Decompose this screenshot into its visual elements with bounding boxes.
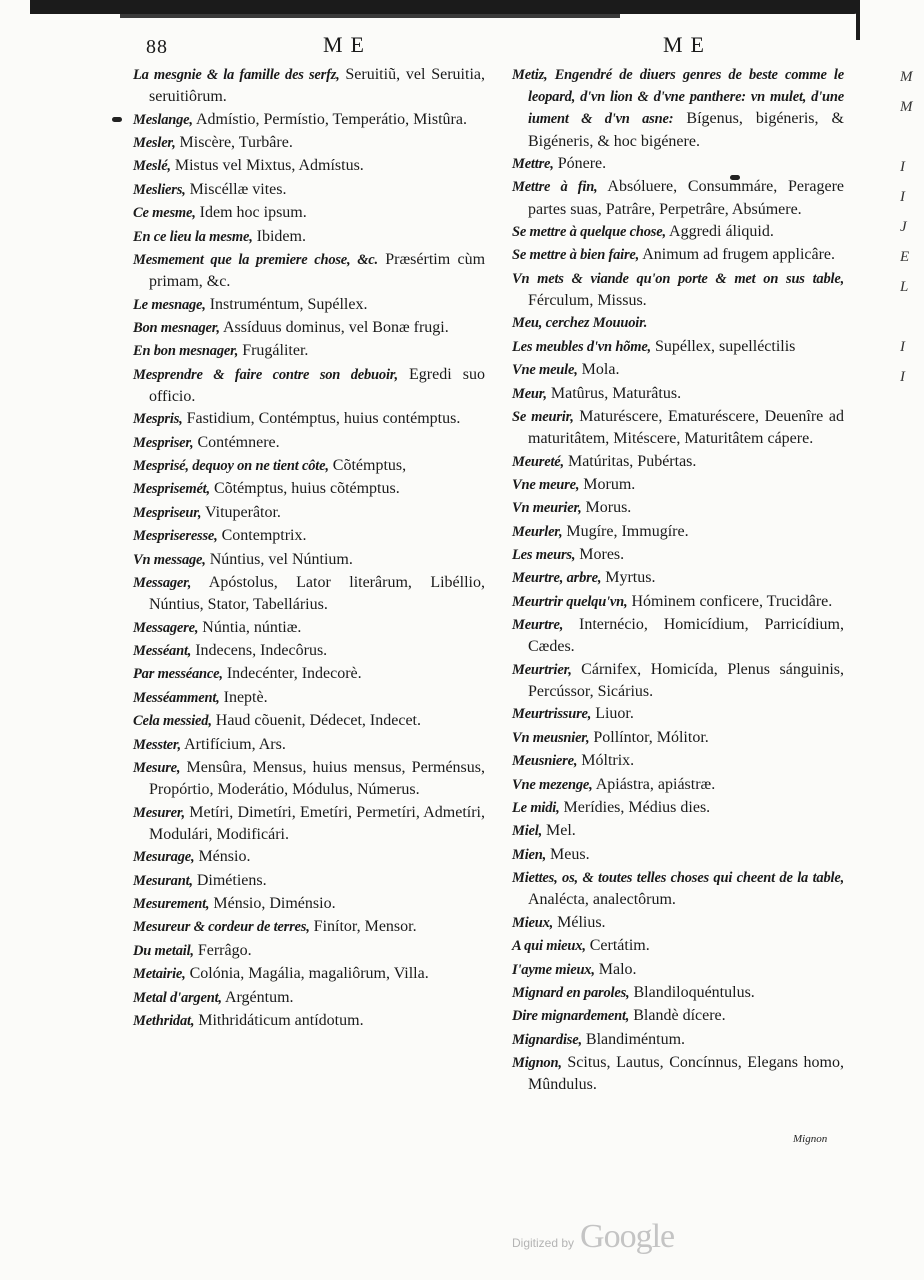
entry-latin: Cõtémptus, huius cõtémptus. xyxy=(209,480,400,498)
entry-headword: Mien, xyxy=(512,846,547,863)
entry-headword: Vn mets & viande qu'on porte & met on sus table, xyxy=(512,270,844,287)
entry-headword: Messéant, xyxy=(133,643,192,660)
entry-headword: Meslé, xyxy=(133,158,171,175)
dictionary-entry xyxy=(512,982,844,1004)
entry-headword: Meu, cerchez Mouuoir. xyxy=(512,315,648,332)
dictionary-entry xyxy=(133,478,485,500)
entry-headword: Meurler, xyxy=(512,523,563,540)
dictionary-entry xyxy=(133,846,485,868)
edge-fragment xyxy=(900,122,924,152)
dictionary-column-right xyxy=(512,64,844,1097)
entry-latin: Merídies, Médius dies. xyxy=(559,799,711,816)
entry-latin: Miscéllæ vites. xyxy=(185,180,287,198)
digitized-label: Digitized by xyxy=(512,1236,575,1250)
entry-latin: Artifícium, Ars. xyxy=(180,735,286,753)
dictionary-entry xyxy=(512,544,844,566)
entry-latin: Núntia, núntiæ. xyxy=(198,618,302,636)
entry-headword: Mespriseur, xyxy=(133,504,202,521)
entry-latin: Blandiloquéntulus. xyxy=(629,983,755,1001)
entry-latin: Absóluere, Consummáre, Peragere partes suas, Patrâre, Perpetrâre, Absúmere. xyxy=(528,178,844,218)
entry-latin: Pollíntor, Mólitor. xyxy=(589,728,709,746)
dictionary-entry xyxy=(133,502,485,524)
dictionary-entry xyxy=(133,963,485,985)
dictionary-entry xyxy=(512,1029,844,1051)
entry-headword: Meslange, xyxy=(133,111,193,128)
dictionary-entry xyxy=(512,867,844,910)
entry-latin: Ménsio, Diménsio. xyxy=(209,894,336,912)
dictionary-entry xyxy=(133,893,485,915)
entry-latin: Núntius, vel Núntium. xyxy=(205,550,353,568)
dictionary-entry xyxy=(133,455,485,477)
dictionary-entry xyxy=(512,474,844,496)
dictionary-entry xyxy=(133,870,485,892)
entry-latin: Matúritas, Pubértas. xyxy=(563,452,697,470)
dictionary-entry xyxy=(133,432,485,454)
entry-headword: Mignard en paroles, xyxy=(512,984,630,1001)
entry-latin: Fastidium, Contémptus, huius contémptus. xyxy=(182,410,461,428)
entry-latin: Analécta, analectôrum. xyxy=(528,891,676,909)
edge-fragment: E xyxy=(900,249,910,265)
entry-headword: Mesprisé, dequoy on ne tient côte, xyxy=(133,458,329,475)
dictionary-entry xyxy=(133,179,485,201)
entry-headword: Mespriser, xyxy=(133,434,194,451)
entry-latin: Liuor. xyxy=(591,705,634,723)
dictionary-entry xyxy=(512,312,844,334)
entry-headword: Mettre à fin, xyxy=(512,179,598,196)
entry-latin: Egredi suo officio. xyxy=(149,365,485,405)
entry-latin: Indecénter, Indecorè. xyxy=(222,665,362,683)
entry-headword: Par messéance, xyxy=(133,666,223,683)
dictionary-entry xyxy=(133,364,485,407)
entry-headword: Dire mignardement, xyxy=(512,1008,630,1025)
entry-headword: Les meubles d'vn hõme, xyxy=(512,338,651,355)
edge-fragment: J xyxy=(900,219,907,235)
dictionary-entry xyxy=(512,451,844,473)
dictionary-entry xyxy=(512,614,844,657)
entry-latin: Apóstolus, Lator literârum, Libéllio, Núntius, Stator, Tabellárius. xyxy=(149,574,485,614)
entry-latin: Pónere. xyxy=(553,155,607,172)
entry-headword: Bon mesnager, xyxy=(133,319,220,336)
dictionary-entry xyxy=(133,340,485,362)
ink-mark xyxy=(112,117,122,122)
entry-latin: Móltrix. xyxy=(577,752,635,770)
entry-headword: Mesler, xyxy=(133,134,176,151)
dictionary-entry xyxy=(133,64,485,107)
edge-fragment: L xyxy=(900,279,909,295)
dictionary-entry xyxy=(512,750,844,772)
entry-headword: Meurtrier, xyxy=(512,661,572,678)
entry-latin: Admístio, Permístio, Temperátio, Mistûra. xyxy=(192,110,467,128)
entry-latin: Colónia, Magália, magaliôrum, Villa. xyxy=(185,965,429,983)
entry-latin: Mensûra, Mensus, huius mensus, Perménsus, Propórtio, Moderátio, Módulus, Númerus. xyxy=(149,758,485,799)
entry-headword: Mespris, xyxy=(133,411,183,428)
entry-latin: Ferrâgo. xyxy=(193,941,252,959)
dictionary-entry xyxy=(512,268,844,311)
dictionary-entry xyxy=(133,317,485,339)
entry-headword: Messagere, xyxy=(133,619,199,636)
entry-headword: Meurtre, arbre, xyxy=(512,570,602,587)
entry-headword: Vne meule, xyxy=(512,362,578,379)
entry-latin: Contémnere. xyxy=(193,433,280,451)
entry-headword: Mieux, xyxy=(512,914,554,931)
entry-latin: Mola. xyxy=(577,361,620,379)
dictionary-entry xyxy=(133,640,485,662)
entry-headword: Du metail, xyxy=(133,942,194,959)
scan-fold-line xyxy=(856,0,860,40)
entry-latin: Præsértim cùm primam, &c. xyxy=(149,250,486,291)
dictionary-entry xyxy=(133,802,485,845)
dictionary-entry xyxy=(512,591,844,613)
entry-latin: Vituperâtor. xyxy=(201,503,281,521)
entry-latin: Mores. xyxy=(575,546,625,564)
edge-fragment: I xyxy=(900,159,905,175)
running-head-right: ME xyxy=(663,32,712,57)
entry-headword: Messéamment, xyxy=(133,689,220,706)
entry-latin: Ménsio. xyxy=(194,848,251,866)
entry-headword: Se mettre à bien faire, xyxy=(512,247,640,264)
entry-headword: Mignardise, xyxy=(512,1031,582,1048)
dictionary-entry xyxy=(133,132,485,154)
entry-headword: Meureté, xyxy=(512,453,564,470)
entry-headword: Mesprisemét, xyxy=(133,481,210,498)
entry-headword: Vne meure, xyxy=(512,476,580,493)
dictionary-entry xyxy=(512,935,844,957)
entry-latin: Blandiméntum. xyxy=(581,1030,686,1048)
entry-headword: En ce lieu la mesme, xyxy=(133,228,253,245)
entry-headword: Methridat, xyxy=(133,1012,195,1029)
entry-headword: Mesprendre & faire contre son debuoir, xyxy=(133,366,398,383)
entry-latin: Cárnifex, Homicída, Plenus sánguinis, Percússor, Sicárius. xyxy=(528,660,844,701)
entry-latin: Morum. xyxy=(579,475,636,493)
entry-latin: Scitus, Lautus, Concínnus, Elegans homo, Mûndulus. xyxy=(528,1054,844,1094)
entry-headword: Les meurs, xyxy=(512,547,576,564)
entry-headword: Mesmement que la premiere chose, &c. xyxy=(133,251,378,268)
running-head-left: ME xyxy=(323,32,372,57)
dictionary-entry xyxy=(512,497,844,519)
entry-latin: Meus. xyxy=(546,845,590,863)
dictionary-entry xyxy=(133,549,485,571)
entry-headword: Messter, xyxy=(133,736,181,753)
entry-headword: Mesureur & cordeur de terres, xyxy=(133,919,310,936)
entry-latin: Contemptrix. xyxy=(217,527,307,545)
entry-latin: Maturéscere, Ematuréscere, Deuenîre ad maturitâtem, Mitéscere, Maturitâtem cápere. xyxy=(528,407,844,448)
entry-headword: Mesliers, xyxy=(133,181,186,198)
dictionary-entry xyxy=(512,959,844,981)
entry-headword: Le midi, xyxy=(512,800,560,816)
dictionary-entry xyxy=(133,572,485,615)
entry-headword: Mesure, xyxy=(133,759,181,776)
dictionary-entry xyxy=(512,359,844,381)
entry-headword: Metairie, xyxy=(133,966,186,983)
entry-headword: Mesurer, xyxy=(133,804,185,821)
dictionary-entry xyxy=(133,408,485,430)
dictionary-entry xyxy=(133,294,485,316)
dictionary-entry xyxy=(512,844,844,866)
entry-headword: Se meurir, xyxy=(512,408,574,425)
entry-headword: Metal d'argent, xyxy=(133,989,222,1006)
entry-latin: Morus. xyxy=(581,499,632,517)
dictionary-entry xyxy=(512,1005,844,1027)
entry-headword: Metiz, Engendré de diuers genres de beste comme le leopard, d'vn lion & d'vne panthere: vn mulet, d'une iument & d'vn asne: xyxy=(512,67,844,128)
entry-headword: Mettre, xyxy=(512,156,554,172)
dictionary-entry xyxy=(133,940,485,962)
entry-latin: Férculum, Missus. xyxy=(528,291,647,309)
dictionary-entry xyxy=(133,710,485,732)
dictionary-column-left xyxy=(133,64,485,1033)
entry-latin: Hóminem conficere, Trucidâre. xyxy=(627,592,833,610)
entry-latin: Certátim. xyxy=(585,937,650,955)
entry-latin: Ineptè. xyxy=(219,688,268,706)
entry-latin: Mélius. xyxy=(553,913,606,931)
entry-headword: Vn message, xyxy=(133,551,206,568)
dictionary-entry xyxy=(512,703,844,725)
entry-latin: Assíduus dominus, vel Bonæ frugi. xyxy=(219,318,449,336)
entry-latin: Matûrus, Maturâtus. xyxy=(546,384,682,402)
entry-headword: I'ayme mieux, xyxy=(512,961,595,978)
entry-headword: Mesurant, xyxy=(133,872,193,889)
entry-latin: Malo. xyxy=(594,960,637,978)
entry-headword: Meurtre, xyxy=(512,617,564,634)
entry-latin: Mugíre, Immugíre. xyxy=(562,522,689,540)
dictionary-entry xyxy=(512,521,844,543)
dictionary-entry xyxy=(512,153,844,175)
dictionary-entry xyxy=(512,659,844,702)
entry-latin: Metíri, Dimetíri, Emetíri, Permetíri, Admetíri, Modulári, Modificári. xyxy=(149,803,485,843)
entry-latin: Internécio, Homicídium, Parricídium, Cædes. xyxy=(528,616,844,656)
entry-latin: Mistus vel Mixtus, Admístus. xyxy=(170,157,364,175)
entry-headword: Mignon, xyxy=(512,1055,562,1072)
entry-latin: Mithridáticum antídotum. xyxy=(194,1011,364,1029)
dictionary-entry xyxy=(512,406,844,449)
entry-headword: Meurtrissure, xyxy=(512,706,592,723)
dictionary-entry xyxy=(133,155,485,177)
entry-headword: Le mesnage, xyxy=(133,296,206,313)
edge-fragment: M xyxy=(900,69,913,85)
dictionary-entry xyxy=(133,1010,485,1032)
entry-latin: Aggredi áliquid. xyxy=(665,222,774,240)
dictionary-entry xyxy=(133,226,485,248)
entry-headword: Miettes, os, & toutes telles choses qui cheent de la table, xyxy=(512,870,844,887)
dictionary-entry xyxy=(133,916,485,938)
dictionary-entry xyxy=(133,617,485,639)
entry-headword: Mesurement, xyxy=(133,895,210,912)
entry-latin: Finítor, Mensor. xyxy=(309,918,417,936)
edge-fragment xyxy=(900,302,924,332)
entry-headword: Cela messied, xyxy=(133,713,212,730)
entry-latin: Miscère, Turbâre. xyxy=(175,133,293,151)
dictionary-entry xyxy=(512,912,844,934)
dictionary-entry xyxy=(133,249,485,292)
entry-headword: Mesurage, xyxy=(133,849,195,866)
entry-latin: Argéntum. xyxy=(221,988,294,1006)
entry-latin: Seruitiũ, vel Seruitia, seruitiôrum. xyxy=(149,66,485,106)
dictionary-entry xyxy=(133,202,485,224)
dictionary-entry xyxy=(512,336,844,358)
catchword: Mignon xyxy=(793,1133,828,1145)
dictionary-entry xyxy=(133,734,485,756)
google-logo: Google xyxy=(580,1218,675,1255)
dictionary-entry xyxy=(512,797,844,819)
entry-headword: Mespriseresse, xyxy=(133,528,218,545)
edge-fragment: I xyxy=(900,339,905,355)
entry-latin: Instruméntum, Supéllex. xyxy=(205,295,368,313)
entry-headword: Vn meurier, xyxy=(512,500,582,517)
entry-headword: La mesgnie & la famille des serfz, xyxy=(133,67,340,83)
entry-headword: Meur, xyxy=(512,385,547,402)
dictionary-entry xyxy=(512,176,844,219)
dictionary-entry xyxy=(512,727,844,749)
entry-latin: Cõtémptus, xyxy=(328,457,407,475)
edge-fragment: I xyxy=(900,369,905,385)
entry-latin: Haud cõuenit, Dédecet, Indecet. xyxy=(211,712,421,730)
entry-headword: Ce mesme, xyxy=(133,205,196,222)
edge-fragment: M xyxy=(900,99,913,115)
entry-latin: Idem hoc ipsum. xyxy=(195,204,307,222)
scan-top-edge xyxy=(30,0,860,14)
entry-headword: Miel, xyxy=(512,823,543,840)
entry-headword: A qui mieux, xyxy=(512,938,586,955)
dictionary-entry xyxy=(512,64,844,152)
entry-latin: Supéllex, supelléctilis xyxy=(650,337,796,355)
entry-latin: Frugáliter. xyxy=(238,342,309,360)
dictionary-entry xyxy=(133,757,485,800)
entry-headword: Meurtrir quelqu'vn, xyxy=(512,593,628,610)
entry-latin: Bígenus, bigéneris, & Bigéneris, & hoc bigénere. xyxy=(528,110,844,150)
dictionary-entry xyxy=(133,987,485,1009)
dictionary-entry xyxy=(133,663,485,685)
facing-page-edge xyxy=(900,62,924,392)
dictionary-entry xyxy=(133,525,485,547)
dictionary-entry xyxy=(512,221,844,243)
scan-top-shadow xyxy=(120,14,620,18)
entry-latin: Mel. xyxy=(542,822,576,840)
entry-headword: Se mettre à quelque chose, xyxy=(512,223,666,240)
entry-headword: Messager, xyxy=(133,575,192,592)
dictionary-entry xyxy=(133,109,485,131)
dictionary-entry xyxy=(512,774,844,796)
entry-latin: Ibidem. xyxy=(252,227,306,245)
dictionary-entry xyxy=(512,567,844,589)
entry-latin: Indecens, Indecôrus. xyxy=(191,642,328,660)
dictionary-entry xyxy=(512,383,844,405)
dictionary-entry xyxy=(512,244,844,266)
entry-headword: Vne mezenge, xyxy=(512,776,593,793)
entry-latin: Dimétiens. xyxy=(192,871,267,889)
entry-latin: Apiástra, apiástræ. xyxy=(592,775,716,793)
entry-latin: Blandè dícere. xyxy=(629,1007,726,1025)
dictionary-entry xyxy=(512,820,844,842)
dictionary-entry xyxy=(512,1052,844,1095)
page-number: 88 xyxy=(146,36,168,58)
entry-headword: Meusniere, xyxy=(512,753,578,770)
entry-headword: Vn meusnier, xyxy=(512,729,590,746)
edge-fragment: I xyxy=(900,189,905,205)
entry-latin: Animum ad frugem applicâre. xyxy=(639,246,836,264)
entry-headword: En bon mesnager, xyxy=(133,343,239,360)
entry-latin: Myrtus. xyxy=(601,569,656,587)
digitized-by-google-watermark xyxy=(512,1218,674,1256)
dictionary-entry xyxy=(133,687,485,709)
